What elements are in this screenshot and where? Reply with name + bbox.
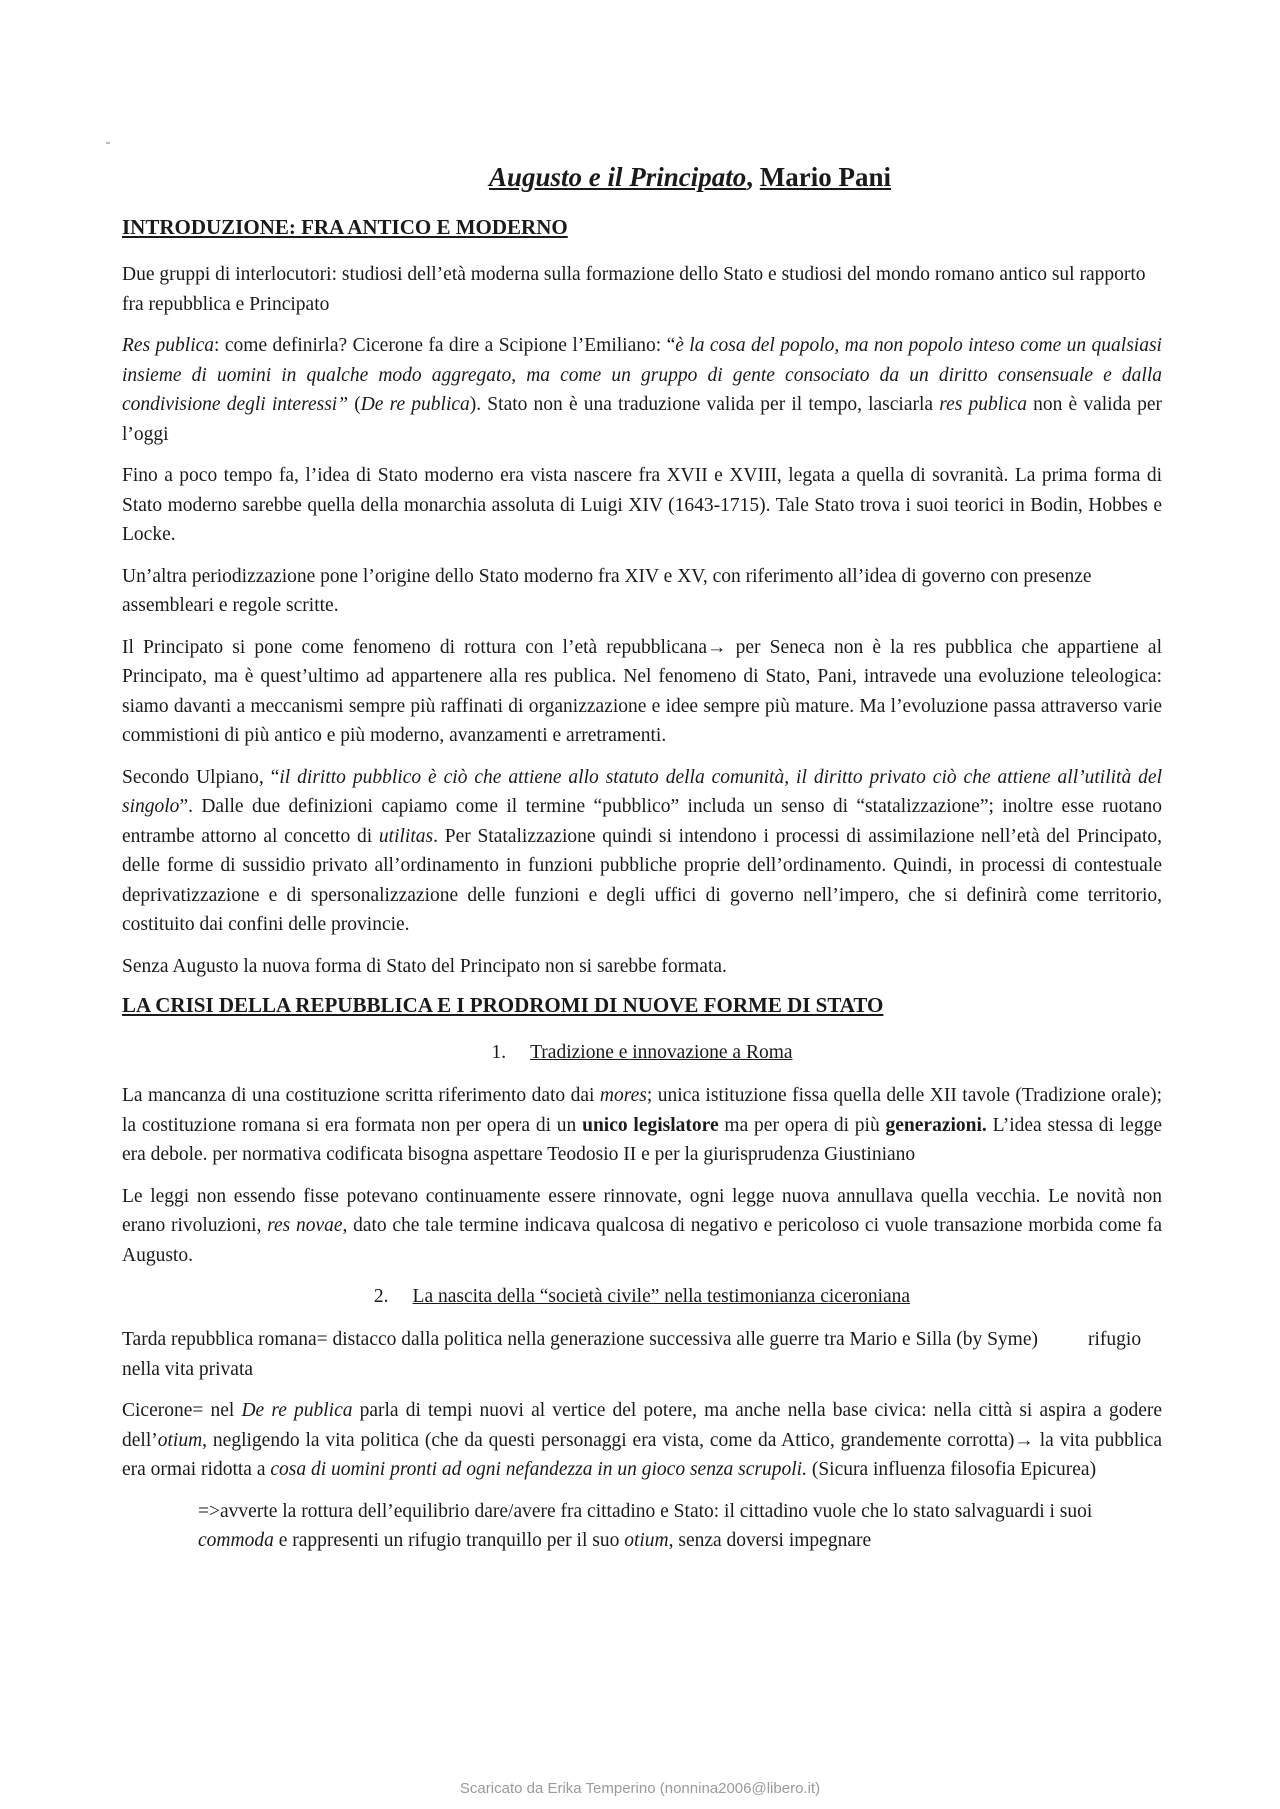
paragraph: Due gruppi di interlocutori: studiosi dell’età moderna sulla formazione dello Stato e studiosi del mondo romano antico sul rapporto fra repubblica e Principato [122,264,1146,315]
paragraph: Res publica: come definirla? Cicerone fa dire a Scipione l’Emiliano: “è la cosa del popolo, ma non popolo inteso come un qualsiasi insieme di uomini in qualche modo aggregato, ma come un gruppo di gente consociato da un diritto consensuale e dalla condivisione degli interessi” (De re publica). Stato non è una traduzione valida per il tempo, lasciarla res publica non è valida per l’oggi [122,335,1163,445]
subsection-heading: 1. Tradizione e innovazione a Roma [491,1042,793,1063]
subsection-heading: 2. La nascita della “società civile” nella testimonianza ciceroniana [373,1286,911,1307]
paragraph: La mancanza di una costituzione scritta riferimento dato dai mores; unica istituzione fissa quella delle XII tavole (Tradizione orale); la costituzione romana si era formata non per opera di un unico legislatore ma per opera di più generazioni. L’idea stessa di legge era debole. per normativa codificata bisogna aspettare Teodosio II e per la giurisprudenza Giustiniano [122,1085,1163,1165]
title-book: Augusto e il Principato [488,162,747,192]
document-title [122,162,1162,193]
paragraph: Cicerone= nel De re publica parla di tempi nuovi al vertice del potere, ma anche nella base civica: nella città si aspira a godere dell’otium, negligendo la vita politica (che da questi personaggi era vista, come da Attico, grandemente corrotta)→ la vita pubblica era ormai ridotta a cosa di uomini pronti ad ogni nefandezza in un gioco senza scrupoli. (Sicura influenza filosofia Epicurea) [122,1400,1162,1480]
paragraph: Un’altra periodizzazione pone l’origine dello Stato moderno fra XIV e XV, con riferimento all’idea di governo con presenze assembleari e regole scritte. [122,565,1092,616]
paragraph: Il Principato si pone come fenomeno di rottura con l’età repubblicana→ per Seneca non è la res pubblica che appartiene al Principato, ma è quest’ultimo ad appartenere alla res publica. Nel fenomeno di Stato, Pani, intravede una evoluzione teleologica: siamo davanti a meccanismi sempre più raffinati di organizzazione e idee sempre più mature. Ma l’evoluzione passa attraverso varie commistioni di più antico e più moderno, avanzamenti e arretramenti. [122,636,1162,746]
download-footer: Scaricato da Erika Temperino (nonnina2006@libero.it) [459,1780,821,1797]
scan-mark [106,142,110,144]
section-heading-introduzione: INTRODUZIONE: FRA ANTICO E MODERNO [122,215,568,239]
title-author: Mario Pani [759,162,892,192]
paragraph: Secondo Ulpiano, “il diritto pubblico è ciò che attiene allo statuto della comunità, il diritto privato ciò che attiene all’utilità del singolo”. Dalle due definizioni capiamo come il termine “pubblico” includa un senso di “statalizzazione”; inoltre esse ruotano entrambe attorno al concetto di utilitas. Per Statalizzazione quindi si intendono i processi di assimilazione nell’età del Principato, delle forme di sussidio privato all’ordinamento in funzioni pubbliche proprie dell’ordinamento. Quindi, in processi di contestuale deprivatizzazione e di spersonalizzazione delle funzioni e degli uffici di governo nell’impero, che si definirà come territorio, costituito dai confini delle provincie. [122,766,1162,935]
paragraph: Senza Augusto la nuova forma di Stato del Principato non si sarebbe formata. [122,955,727,977]
paragraph: =>avverte la rottura dell’equilibrio dare/avere fra cittadino e Stato: il cittadino vuole che lo stato salvaguardi i suoi commoda e rappresenti un rifugio tranquillo per il suo otium, senza doversi impegnare [198,1500,1093,1551]
title-comma: , [746,162,754,192]
paragraph: Fino a poco tempo fa, l’idea di Stato moderno era vista nascere fra XVII e XVIII, legata a quella di sovranità. La prima forma di Stato moderno sarebbe quella della monarchia assoluta di Luigi XIV (1643-1715). Tale Stato trova i suoi teorici in Bodin, Hobbes e Locke. [122,465,1162,545]
paragraph: Le leggi non essendo fisse potevano continuamente essere rinnovate, ogni legge nuova annullava quella vecchia. Le novità non erano rivoluzioni, res novae, dato che tale termine indicava qualcosa di negativo e pericoloso ci vuole transazione morbida come fa Augusto. [122,1185,1162,1266]
paragraph: Tarda repubblica romana= distacco dalla politica nella generazione successiva alle guerre tra Mario e Silla (by Syme) rifugio nella vita privata [122,1329,1142,1380]
document-body [122,162,1162,1568]
section-heading-crisi: LA CRISI DELLA REPUBBLICA E I PRODROMI DI NUOVE FORME DI STATO [122,993,884,1017]
